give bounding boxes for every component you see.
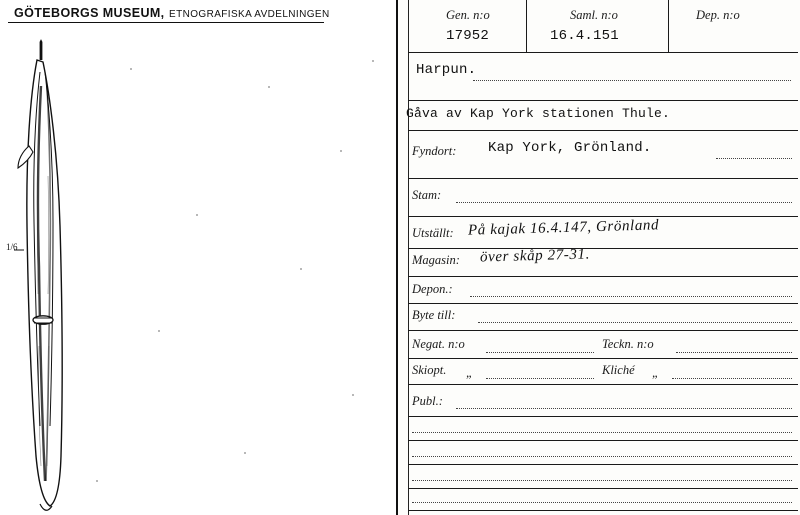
blank-rule bbox=[408, 510, 798, 511]
skiopt-dotfill bbox=[486, 378, 594, 380]
depon-label: Depon.: bbox=[412, 282, 453, 296]
fyndort-label: Fyndort: bbox=[412, 144, 457, 158]
kliche-value: „ bbox=[652, 366, 659, 380]
saml-no-label: Saml. n:o bbox=[570, 8, 618, 22]
blank-rule bbox=[408, 440, 798, 441]
magasin-value: över skåp 27-31. bbox=[479, 246, 591, 266]
scan-speckle bbox=[196, 214, 198, 216]
blank-dotfill bbox=[412, 502, 792, 504]
rule-under-magasin bbox=[408, 276, 798, 277]
negat-dotfill bbox=[486, 352, 594, 354]
scan-speckle bbox=[268, 86, 270, 88]
utstallt-label: Utställt: bbox=[412, 226, 454, 240]
harpoon-illustration bbox=[0, 26, 396, 515]
header-bottom-rule bbox=[408, 52, 798, 53]
blank-rule bbox=[408, 464, 798, 465]
blank-dotfill bbox=[412, 456, 792, 458]
card-margin-line bbox=[408, 0, 409, 515]
scan-speckle bbox=[340, 150, 342, 152]
dep-no-label: Dep. n:o bbox=[696, 8, 740, 22]
acquisition-value: Gåva av Kap York stationen Thule. bbox=[406, 106, 671, 121]
catalogue-card bbox=[396, 0, 800, 515]
publ-dotfill bbox=[456, 408, 792, 410]
rule-under-acquisition bbox=[408, 130, 798, 131]
object-name-dotfill bbox=[473, 80, 791, 82]
scan-speckle bbox=[300, 268, 302, 270]
scan-speckle bbox=[130, 68, 132, 70]
rule-under-object-name bbox=[408, 100, 798, 101]
scan-speckle bbox=[244, 452, 246, 454]
rule-under-depon bbox=[408, 303, 798, 304]
header-column-divider-1 bbox=[526, 0, 527, 52]
scan-speckle bbox=[158, 330, 160, 332]
scan-speckle bbox=[96, 480, 98, 482]
scale-label: 1/6 bbox=[6, 242, 18, 252]
negat-label: Negat. n:o bbox=[412, 337, 465, 351]
rule-under-publ bbox=[408, 416, 798, 417]
byte-till-label: Byte till: bbox=[412, 308, 456, 322]
header-column-divider-2 bbox=[668, 0, 669, 52]
gen-no-label: Gen. n:o bbox=[446, 8, 490, 22]
stam-dotfill bbox=[456, 202, 792, 204]
museum-name: GÖTEBORGS MUSEUM, bbox=[14, 6, 165, 20]
scan-speckle bbox=[372, 60, 374, 62]
kliche-label: Kliché bbox=[602, 363, 635, 377]
scan-speckle bbox=[352, 394, 354, 396]
fyndort-value: Kap York, Grönland. bbox=[488, 140, 652, 156]
fyndort-dotfill bbox=[716, 158, 792, 160]
teckn-dotfill bbox=[676, 352, 792, 354]
rule-under-byte-till bbox=[408, 330, 798, 331]
utstallt-value: På kajak 16.4.147, Grönland bbox=[467, 217, 660, 239]
rule-under-stam bbox=[408, 216, 798, 217]
saml-no-value: 16.4.151 bbox=[550, 28, 619, 44]
blank-dotfill bbox=[412, 480, 792, 482]
header-divider bbox=[8, 22, 324, 23]
publ-label: Publ.: bbox=[412, 394, 443, 408]
rule-under-utstallt bbox=[408, 248, 798, 249]
depon-dotfill bbox=[470, 296, 792, 298]
rule-under-fyndort bbox=[408, 178, 798, 179]
kliche-dotfill bbox=[672, 378, 792, 380]
teckn-label: Teckn. n:o bbox=[602, 337, 654, 351]
stam-label: Stam: bbox=[412, 188, 442, 202]
harpoon-drawing bbox=[0, 26, 396, 515]
rule-under-skiopt bbox=[408, 384, 798, 385]
museum-header bbox=[14, 4, 330, 22]
object-name-value: Harpun. bbox=[416, 62, 477, 78]
gen-no-value: 17952 bbox=[446, 28, 490, 44]
blank-dotfill bbox=[412, 432, 792, 434]
museum-department: ETNOGRAFISKA AVDELNINGEN bbox=[169, 9, 330, 20]
skiopt-value: „ bbox=[466, 366, 473, 380]
blank-rule bbox=[408, 488, 798, 489]
magasin-label: Magasin: bbox=[412, 253, 460, 267]
rule-under-negat bbox=[408, 358, 798, 359]
skiopt-label: Skiopt. bbox=[412, 363, 447, 377]
object-photo-plate bbox=[0, 0, 396, 515]
byte-till-dotfill bbox=[478, 322, 792, 324]
